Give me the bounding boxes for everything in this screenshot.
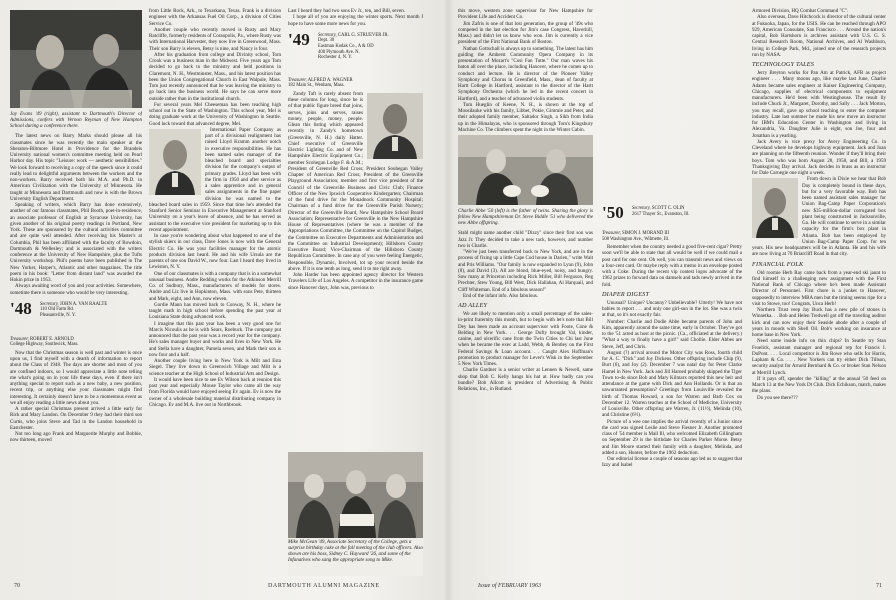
secretary-info bbox=[40, 302, 107, 319]
treasurer-label: Treasurer, bbox=[288, 77, 307, 83]
class-year: '49 bbox=[288, 29, 310, 49]
column-2 bbox=[149, 8, 281, 574]
treasurer-address: 508 Washington Ave., Wilmette, Ill. bbox=[602, 236, 670, 242]
column-1 bbox=[10, 8, 142, 574]
paragraph: Another couple who recently moved is Rusty and Mary Ratcliffe, formerly residents of Coraopolis, Pa., where Rusty was with International Harvester, they now live in Greenwood, Mass. Their son Barry is eleven, Betsy is nine, and Nancy is four. bbox=[149, 26, 281, 52]
treasurer-name: ALFRED A. WAGNER bbox=[307, 77, 353, 83]
paragraph: Gordie Mann has moved back to Conway, N. H., where he taught math in high school before spending the past year at Louisiana State doing advanced work. bbox=[149, 301, 281, 321]
photo-charlie-abbe-image bbox=[458, 135, 593, 205]
treasurer-info bbox=[602, 231, 742, 242]
paragraph: Do you see there??? bbox=[757, 394, 798, 401]
paragraph: Not too long ago Frank and Marguerite Murphy and Bobbie, now thirteen, moved bbox=[10, 431, 142, 444]
section-heading-technology-tales: TECHNOLOGY TALES bbox=[752, 61, 815, 68]
treasurer-info bbox=[10, 337, 142, 348]
secretary-address: Dept. 30 bbox=[318, 38, 335, 44]
paragraph: A rather special Christmas present arrived a little early for Rick and Mary Landon. On December 9 they had their third son Curtis, who joins Steve and Tad in the Landon household in Eastchester. bbox=[10, 406, 142, 431]
secretary-info bbox=[632, 206, 689, 217]
paragraph: Jerry Breyton works for Pan Am at Patrick, AFB as project engineer . . . Many moons ago, like maybe last June, Charlie Adams became sales engineer at Kaiser Engineering Company, Chicago, supplies of electrical components to equipment manufacturers. He'd been with Westinghouse. The result lly include Chuck Jr., Margaret, Dorothy, and Sally . . . Jack Morton, you may recall, gave up school teaching to enter the computer industry. Late last summer he made his new move an instructor for IBM's Education Center in Washington and living in Alexandria, Va. Daughter Julie is eight, son Joe, four and Jonathan is a yearling. bbox=[752, 70, 886, 139]
column-4 bbox=[458, 8, 593, 574]
paragraph: For several years Mel Cheeseman has been teaching high school out in the State of Washington. This school year, Mel is doing graduate work at the University of Washington in Seattle. Good luck toward that advanced degree, Mel. bbox=[149, 101, 281, 127]
paragraph: End of the infant info. Also fabulous. bbox=[463, 292, 539, 299]
treasurer-name: ROBERT E. ARNOLD bbox=[29, 336, 74, 342]
secretary-label: Secretary, bbox=[318, 32, 337, 38]
photo-bob-day-image bbox=[752, 178, 798, 238]
page-number-right: 71 bbox=[876, 583, 882, 589]
paragraph: Another couple living here in New York is Milt and Esta Siegel. They live down in Greenwich Village and Milt is a science teacher at the High School of Industrial Arts and Design. bbox=[149, 358, 281, 377]
magazine-title: DARTMOUTH ALUMNI MAGAZINE bbox=[268, 583, 380, 589]
paragraph: International Paper Company as part of a divisional realignment has raised Lloyd Kramm another notch in executive responsibilities. He has been named sales manager of the bleached board and specialties division for the company's output of primary grades. Lloyd has been with the firm in 1950 and after service as a sales apprentice and in general sales assignments in the fine paper division he was named to the bleached board sales in 1959. Since that time he's attended the Stanford Senior Seminar in Executive Management at Stanford University on a year's leave of absence, and he has served as assistant to the executive vice president for marketing up to this recent appointment. bbox=[149, 126, 281, 233]
photo-zandy-taft-image bbox=[367, 93, 423, 159]
paragraph: Charlie Gardner is a senior writer at Lennen & Newell, same shop that Bob C. Kelly hangs his hat at. How badly can you bundle? Bob Allcott is president of Advertising & Public Relations, Inc., in Rutland. bbox=[458, 367, 593, 393]
secretary-address: Eastman Kodak Co., A & OD bbox=[318, 43, 374, 49]
paragraph: Northern Trust veep Jay Buck has a new pile of stones in Winnetka. . . Bob and Helen Tredwell got off the traveling auditor kick and can now enjoy their Seaside abode after a couple of years in moods with Shell Oil. Bob's working on insurance at home base in New York. bbox=[752, 307, 886, 338]
section-heading-ad-alley: AD ALLEY bbox=[458, 302, 488, 310]
class-year: '48 bbox=[10, 298, 32, 318]
class-heading-48 bbox=[10, 300, 142, 334]
secretary-label: Secretary, bbox=[632, 206, 651, 211]
paragraph: Speaking of writers, which Barry has done extensively, another of our famous classmates, Phil Booth, poet-in-residence, an associate professor of English at Syracuse University, has given another of his original poetry readings in Portland, New York. These are sponsored by the cultural activities committee and are quite well attended. After receiving his Master's at Columbia, Phil has been affiliated with the faculty of Bowdoin, Dartmouth & Wellesley; and is associated with the writers conference at the University of New Hampshire, plus the Tufts University workshop. Phil's poems have been published in The New Yorker, Harper's, Atlantic and other magazines. The title poem in his book: "Letter from distant land" was awarded the Hokin prize in 1953. bbox=[10, 202, 142, 284]
paragraph: August (?) arrival around the Motor City was Ross, fourth child for A. C. "Dick" and Joy Dickens. Other offspring include Chip (9), Burt (6), and Joy (2). December 7 was natal day for Peter Clarke Hamel in New York. Jack and Jill Harned probably skipped the Tiger Town to-do since Bob and Mary Kilmarx reported this new heir and attendance at the game with Dick and Ann Hollands. Or is that an unwarranted presumption? Greetings from Louisville revealed the birth of Thomas Howard, a son for Warren and Barb Cox on December 12. Warren teaches at the School of Medicine, University of Louisville. Other offspring are Warren, Jr. (11½), Melinda (10), and Christine (6½). bbox=[602, 349, 742, 419]
secretary-address: Rochester 4, N. Y. bbox=[318, 55, 353, 61]
paragraph: John Harder has been appointed agency director for Western Travelers Life of Los Angeles. A competitor in the insurance game since Hanover days, John was, previous to bbox=[288, 272, 423, 291]
paragraph: Unusual? Unique? Uncanny? Unbelievable? Utterly! We have not babies to report . . . and only one girl-sun in the lot. She was a twin at that, so it's not exactly fair. bbox=[602, 299, 742, 319]
secretary-name: SCOTT C. OLIN bbox=[651, 206, 685, 211]
paragraph: Jim Zafris is one of that lost generation, the group of '49s who competed in the last election for Jim's case Congress, Haverhill, Mass.) and didn't let us know who won. Jim is currently a vice president of the First National Bank of Boston. bbox=[458, 20, 593, 46]
paragraph: I hope all of you are enjoying the winter sports. Next month I hope to have some more news for you. bbox=[288, 14, 423, 27]
photo-bob-day bbox=[752, 178, 798, 238]
photo-jay-evans bbox=[10, 10, 142, 108]
paragraph: From down in Dixie we hear that Bob Day is completely bound in these days, but for a very favorable way. Bob has been named assistant sales manager for Union Bag-Camp Paper Corporation's new $35-million-dollar corrugated box plant being constructed in Jacksonville, Ga. He will continue to serve in a similar capacity for the firm's box plant in Atlanta. Bob has been employed by Union Bag-Camp Paper Corp. for ten years. His new headquarters will be in Atlanta. He and his wife are now living at 70 Briarcliff Road in that city. bbox=[752, 176, 886, 258]
class-year: '50 bbox=[602, 203, 624, 222]
paragraph: Zandy Taft is rarely absent from these columns for long, since he is of that public figure breed that joins, serves, joins and serves, raises money, people, money, people. Glean this listing which appeared recently in Zandy's hometown (Greenville, N. H.) daily Hatter. Chief executive of Greenville Electric Lighting Co. and of New Hampshire Electric Equipment Co.; member Scohegan Lodge F. & A.M.; President of Greenville Red Cross; President Souhegan Valley Chapter of American Red Cross; President of the Greenville Playground Association; member and first vice president of the Council of the Greenville Business and Civic Club; Finance Officer of the New Ipswich Cooperative Kindergarten; Chairman of the fund drive for the Monadnock Community Hospital; Chairman of a fund drive for the Greenville Parish Nursery; Director of the Greenville Board, New Hampshire School Board Association; Representative for Greenville in the New Hampshire House of Representatives (where he was a member of the Appropriations Committee, the Committee on the Capitol Budget, the Committee on Executive Departments and Administration and the Committee on Industrial Development); Hillsboro County Executive Board; Vice-Chairman of the Hillsboro County Republican Committee. In case any of you were feeling Energetic, Responsible, Dynamic, Involved, tot up your record beside the above. If it is one tenth as long, send it to me right away. bbox=[288, 90, 423, 272]
photo-caption: Jay Evans '49 (right), assistant to Dartmouth's Director of Admissions, confers with Vernon Reyman of New Hampton School during a conference there. bbox=[10, 111, 142, 130]
paragraph: from Little Rock, Ark., to Texarkana, Texas. Frank is a division engineer with the Arkansas Fuel Oil Corp., a division of Cities Service Co. bbox=[149, 8, 281, 27]
paragraph: Old roomie Herb Ray came back from a year-end ski jaunt to find himself in a challenging new assignment with the First National Bank of Chicago where he's been made Assistant Director of Personnel. First chore is a junket to Hanover, supposedly to interview MBA men but the timing seems ripe for a visit to Stowe, too! Congrats, Unca Herb! bbox=[752, 269, 886, 307]
paragraph: Jack Avery is vice prexy for Avery Engineering Co. in Cleveland where he develops highway equipment. Jack and Joan are planning on the fifteenth reunion. Wonder if they'll bring their boys. Tom who was born August 28, 1958, and Bill, a 1959 Thanksgiving Day arrival. Jack decides in brass as an instructor for Dale Carnegie one night a week. bbox=[752, 138, 886, 176]
column-5-text bbox=[602, 8, 742, 574]
section-heading-financial-folk: FINANCIAL FOLK bbox=[752, 260, 804, 268]
treasurer-address: 182 Main St., Wenham, Mass. bbox=[288, 83, 345, 89]
paragraph: If it pays off, spender the "killing" at the annual '50 feed on March 13 at the New York Dt Club. Dick Echikson, match, makes the plans. bbox=[752, 375, 886, 395]
secretary-address: 400 Plymouth Ave. N. bbox=[318, 49, 360, 55]
photo-jay-evans-image bbox=[10, 10, 142, 108]
paragraph: It would have been nice to see Ev Wilson back at reunion this past year and especially Mouse Taylor who came all the way from Florida would have enjoyed seeing Ev again. Ev is now the owner of a wholesale building material distributing company in Chicago. Ev and M.A. live out in Northbrook. bbox=[149, 376, 281, 408]
secretary-address: Pleasantville, N. Y. bbox=[40, 312, 76, 318]
secretary-address: 2617 Thayer St., Evanston, Ill. bbox=[632, 211, 690, 217]
paragraph: The latest news on Barry Marks should please all his classmates since he was recently the main speaker at the Sheraton-Biltmore Hotel in Providence for the Brandeis University national women's committee meeting held on Pearl Harbor day. His topic "Leisure: work — aesthetic sensibilities." We look forward to receiving a copy of the speech since it could really lead to delightful arguments between the workers and the non-workers. Barry received both his M.A. and Ph.D. in American Civilization with the University of Minnesota. He taught at Minnesota and Dartmouth and now is with the Brown University English Department. bbox=[10, 133, 142, 202]
page-number-left: 70 bbox=[14, 583, 20, 589]
section-heading-diaper-digest: DIAPER DIGEST bbox=[602, 290, 650, 298]
paragraph: Need some inside info on thin chips? In Seattle try Stan Froelick, assistant manager and regional rep for Francis I. DuPont. . . . Local competitor is Jim Rowe who sells for Harris, Lapham & Co. . . . New Yorkers can try either Dick Tillson, security analyst for Arnold Bernhard & Co. or broker Stan Nelson at Merrill Lynch. bbox=[752, 338, 886, 376]
paragraph: Tom Hueglin of Keene, N. H., is shown at the top of Moosilauke with his family, Libbet, Pokie, Gimmie and Peter, and their adopted family member, Saltador Singh, a Sikh from India up in the Himalayas, who is sponsored through Tom's Kingsbury Machine Co. The climbers spent the night in the Winter Cabin. bbox=[458, 101, 593, 133]
paragraph: In case you're wondering about what happened to one of the stylish skiers in our class, Dave Jones is now with the General Electric Co. He was your facilities manager for the atomic products division last heard. He and his wife Ursula are the parents of one son David W., now four. Last I heard they lived in Lewiston, N. Y. bbox=[149, 233, 281, 271]
secretary-label: Secretary, bbox=[40, 301, 59, 307]
column-6 bbox=[752, 8, 886, 574]
treasurer-info bbox=[288, 78, 423, 89]
photo-lloyd-kramm-image bbox=[149, 129, 201, 195]
photo-lloyd-kramm bbox=[149, 129, 201, 195]
paragraph: Last I heard they had two sons Ev Jr., ten, and Bill, seven. bbox=[288, 8, 406, 14]
secretary-name: CARL G. STRUEVER JR. bbox=[337, 32, 389, 38]
photo-mike-mcgean-block bbox=[288, 452, 423, 576]
paragraph: Armored Division, HQ Combat Command "C". bbox=[752, 8, 849, 14]
paragraph: Always awaiting word of you and your activities. Somewhere, sometime there is someone who would be very interesting. bbox=[10, 283, 142, 296]
paragraph: Now that the Christmas season is well past and winter is once upon us, I find myself with a dearth of information to report about the Class of 1948. The days are shorter and most of you are confined indoors, so I would appreciate a little note telling me what's going on in your life these days, even if there isn't anything special to report such as a new baby, a new position, recent trip, or anything else your classmates might find interesting. It certainly doesn't have to be a momentous event as we all enjoy reading a little news about you. bbox=[10, 349, 142, 406]
class-heading-50 bbox=[602, 204, 742, 228]
photo-mike-mcgean bbox=[288, 452, 423, 538]
treasurer-label: Treasurer, bbox=[602, 231, 621, 236]
paragraph: this move, western zone supervisor for New Hampshire for Provident Life and Accident Co. bbox=[458, 8, 593, 21]
photo-caption: Mike McGean '49, Associate Secretary of the College, gets a surprise birthday cake at the fall meeting of the club officers. Also shown are his boss, Sidney C. Hayward '26, and some of the Infanatives who sang the appropriate song to Mike. bbox=[288, 539, 423, 564]
photo-charlie-abbe bbox=[458, 135, 593, 205]
paragraph: One of our classmates is with a company that is in a somewhat unusual business. Andre Redding works for the Atkinson Merrill Co. of Sudbury, Mass., manufacturers of models for stores. Andre and Liz live in Hopkinton, Mass. with sons Pete, thirteen and Mark, eight, and Ann, now eleven. bbox=[149, 270, 281, 302]
treasurer-name: SIMON J. MORAND III bbox=[621, 231, 670, 236]
photo-caption: Charlie Abbe '50 (left) is the father of twins. Sharing the glory is fellow New Hampshireman Dr. Steve Biddle '51 who delivered the new Abbe offspring. bbox=[458, 208, 593, 227]
treasurer-label: Treasurer, bbox=[10, 336, 29, 342]
paragraph: I imagine that this past year has been a very good one for Marcis Nicoulis as he is with Sears, Roebuck. The company put announced that the past year was a record year for the company. He's sales manager buyer and works and lives in New York. He and Stella have a daughter, Pamela seven, and Mark their son is now four and a half. bbox=[149, 320, 281, 358]
paragraph: Nathan Gottschall is always up to something. The latest has him guiding the Amherst Community Opera Company in its presentation of Mozart's "Cosi Fan Tutte." Our man waves his baton all over the place, including Hanover, where he comes up to conduct and lecture. He is director of the Pioneer Valley Symphony and Chorus in Greenfield, Mass., dean of faculty at Hartt College in Hartford, assistant to the director of the Hartt Symphony Orchestra (which he led in the recent concert in Hartford), and a teacher of advanced violin students. bbox=[458, 45, 593, 102]
secretary-name: JOHN A. VAN RAALTE bbox=[59, 301, 108, 307]
paragraph: Remember when the country needed a good five-cent cigar? Pretty soon we'll be able to state that all would be well if we could mail a post card for one cent. Oh well, you can transmit news and views on a four-cent card. Or maybe reply with a memo in an envelope posted with a Coke. During the recent vip contest logos advocate of the 1962 prizes to forward data on damsels and tads newly arrived in the fold. bbox=[602, 244, 742, 288]
photo-zandy-taft bbox=[367, 93, 423, 159]
class-heading-49 bbox=[288, 31, 423, 75]
photo-mike-mcgean-image bbox=[288, 452, 423, 538]
paragraph: "We've just been transferred back to New York, and are in the process of fixing up a little Cape Cod house in Darien," write Walt and Pris Williams. "Our family is now expanded to Lynn (9), John (8), and David (3). All are blond, blue-eyed, noisy, and hungry. Saw many at Princeton including Rick Miller, Bill Ferguson, Reg Prechter, Stew Young, Bill West, Dick Hallahan, Al Harquail, and Cliff Whiteman. End of a fabulous season!" bbox=[458, 249, 593, 293]
paragraph: Also overseas, Dave Hitchcock is director of the cultural center at Fukuoka, Japan, for the USIS. He can be reached through APO 929, American Consulate, San Francisco . . . Around the nation's capital, Bob Hartshorn is archives assistant with U.S. G. S. Central Research Room, National Archives, and Al Washburn, living in College Park, Md., joined one of the research projects run by NASA. bbox=[752, 14, 886, 58]
secretary-address: 110 Old Farm Rd. bbox=[40, 307, 74, 313]
treasurer-address: College Highway, Southwick, Mass. bbox=[10, 342, 79, 348]
paragraph: Stahl might name another child "Dizzy" since their first son was Jazz Jr. They decided to take a new tack, however, and number two is Charlie. bbox=[458, 230, 593, 249]
paragraph: Number: Charlie and Dodie Abbe became parents of John and Kim, apparently around the same time, early in October. They've got to the '51 acted as host at the picnic. (Ca., officiated at the delivery.) "What a way to finally have a girl!" said Chollie. Elder Abbes are Steve, Jeff, and Chris. bbox=[602, 318, 742, 350]
issue-date: Issue of FEBRUARY 1963 bbox=[478, 583, 542, 589]
paragraph: Picture of a wee one implies the arrival recently of a Junior since the card was signed Leslie and Steve Fiesner Jr. Another promoted class of '54 member is Mall Ill, who welcomed Elizabeth Gillingham on September 29 is the birthdate for Charles Parker Morse. Betsy and Jim Moore started their family with a daughter, Melinda, and added a son, Hunter, before the 1962 deduction. bbox=[602, 418, 742, 456]
secretary-info bbox=[318, 33, 389, 61]
paragraph: We are likely to mention only a small percentage of the sales-in-print fraternity this month, but to begin with let's note that Bill Dey has been made an account supervisor with Foote, Cone & Belding in New York. . . George Dufty brought Val, kinder, canine, and ulcerific cane from the Twin Cities to Chi last June when he became the exec at Ladd, Webb, & Bentley on the First Federal Savings & Loan account. . . Caught Alex Hoffman's promotion to product manager for Lever's Wisk in the September 5 New York Times. bbox=[458, 311, 593, 368]
paragraph: After his graduation from college and Divinity school, Tom Crook was a business man in the Midwest. Five years ago Tom decided to go back to the ministry and held positions in Claremont, N. H., Westminster, Mass., and his latest position has been the Union Congregational Church in East Walpole, Mass. Tom just recently announced that he was leaving the ministry to go back into the business world. He says he can serve more outside rather than in the institutional church. bbox=[149, 51, 281, 102]
paragraph: Our editorial license a couple of seasons ago led us to suggest that Izzy and Isabel bbox=[602, 456, 742, 469]
